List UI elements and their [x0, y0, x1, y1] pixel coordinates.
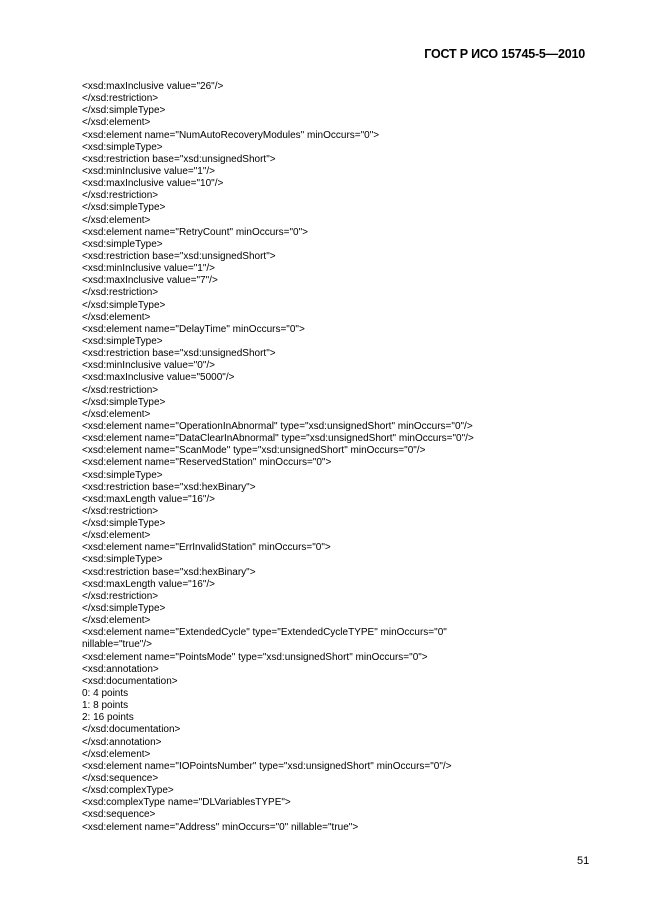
code-line: <xsd:minInclusive value="1"/>: [82, 165, 216, 177]
code-line: nillable="true"/>: [82, 639, 152, 651]
code-line: <xsd:element name="Address" minOccurs="0" nillable="true">: [82, 821, 359, 833]
code-line: </xsd:simpleType>: [82, 105, 166, 117]
code-line: </xsd:element>: [82, 530, 151, 542]
code-line: </xsd:simpleType>: [82, 396, 166, 408]
code-line: </xsd:element>: [82, 615, 151, 627]
code-line: <xsd:element name="OperationInAbnormal" type="xsd:unsignedShort" minOccurs="0"/>: [82, 420, 473, 432]
code-line: <xsd:restriction base="xsd:hexBinary">: [82, 481, 256, 493]
code-line: <xsd:maxInclusive value="26"/>: [82, 81, 224, 92]
code-line: </xsd:simpleType>: [82, 603, 166, 615]
code-line: </xsd:restriction>: [82, 287, 159, 299]
code-line: <xsd:restriction base="xsd:unsignedShort">: [82, 348, 276, 360]
code-line: <xsd:simpleType>: [82, 141, 163, 153]
code-line: <xsd:restriction base="xsd:hexBinary">: [82, 566, 256, 578]
code-line: </xsd:element>: [82, 214, 151, 226]
code-line: </xsd:sequence>: [82, 773, 159, 785]
code-line: <xsd:simpleType>: [82, 554, 163, 566]
page-number: 51: [577, 855, 590, 867]
code-line: <xsd:element name="NumAutoRecoveryModules" minOccurs="0">: [82, 129, 380, 141]
code-line: <xsd:element name="ScanMode" type="xsd:unsignedShort" minOccurs="0"/>: [82, 445, 426, 457]
code-line: <xsd:maxLength value="16"/>: [82, 493, 216, 505]
code-line: </xsd:element>: [82, 117, 151, 129]
code-line: </xsd:simpleType>: [82, 202, 166, 214]
code-line: <xsd:element name="ErrInvalidStation" minOccurs="0">: [82, 542, 331, 554]
code-line: <xsd:minInclusive value="1"/>: [82, 263, 216, 275]
code-line: <xsd:element name="DataClearInAbnormal" type="xsd:unsignedShort" minOccurs="0"/>: [82, 433, 474, 445]
xsd-code-listing: [82, 81, 582, 834]
code-line: </xsd:simpleType>: [82, 299, 166, 311]
code-line: <xsd:minInclusive value="0"/>: [82, 360, 216, 372]
code-line: <xsd:maxInclusive value="10"/>: [82, 178, 224, 190]
code-line: </xsd:element>: [82, 748, 151, 760]
code-line: <xsd:complexType name="DLVariablesTYPE">: [82, 797, 291, 809]
code-line: </xsd:restriction>: [82, 505, 159, 517]
code-line: </xsd:restriction>: [82, 384, 159, 396]
code-line: <xsd:element name="DelayTime" minOccurs="0">: [82, 323, 305, 335]
document-header: ГОСТ Р ИСО 15745-5—2010: [424, 47, 585, 61]
code-line: <xsd:restriction base="xsd:unsignedShort">: [82, 153, 276, 165]
code-line: </xsd:restriction>: [82, 590, 159, 602]
code-line: <xsd:element name="ReservedStation" minOccurs="0">: [82, 457, 332, 469]
code-line: <xsd:documentation>: [82, 675, 178, 687]
code-line: <xsd:element name="IOPointsNumber" type="xsd:unsignedShort" minOccurs="0"/>: [82, 760, 452, 772]
code-line: <xsd:maxInclusive value="7"/>: [82, 275, 218, 287]
code-line: <xsd:simpleType>: [82, 238, 163, 250]
code-line: <xsd:sequence>: [82, 809, 156, 821]
code-line: </xsd:complexType>: [82, 785, 174, 797]
code-line: <xsd:element name="RetryCount" minOccurs="0">: [82, 226, 308, 238]
code-line: </xsd:restriction>: [82, 93, 159, 105]
code-line: <xsd:annotation>: [82, 663, 159, 675]
code-line: <xsd:element name="PointsMode" type="xsd:unsignedShort" minOccurs="0">: [82, 651, 428, 663]
code-line: <xsd:element name="ExtendedCycle" type="ExtendedCycleTYPE" minOccurs="0": [82, 627, 447, 639]
code-line: <xsd:simpleType>: [82, 469, 163, 481]
code-line: </xsd:restriction>: [82, 190, 159, 202]
code-line: </xsd:element>: [82, 311, 151, 323]
code-line: <xsd:maxInclusive value="5000"/>: [82, 372, 235, 384]
code-line: </xsd:annotation>: [82, 736, 162, 748]
code-line: </xsd:simpleType>: [82, 518, 166, 530]
code-line: 2: 16 points: [82, 712, 134, 724]
code-line: <xsd:simpleType>: [82, 335, 163, 347]
code-line: <xsd:maxLength value="16"/>: [82, 578, 216, 590]
code-line: <xsd:restriction base="xsd:unsignedShort">: [82, 250, 276, 262]
code-line: </xsd:element>: [82, 408, 151, 420]
code-line: </xsd:documentation>: [82, 724, 181, 736]
code-line: 0: 4 points: [82, 688, 129, 700]
code-line: 1: 8 points: [82, 700, 129, 712]
